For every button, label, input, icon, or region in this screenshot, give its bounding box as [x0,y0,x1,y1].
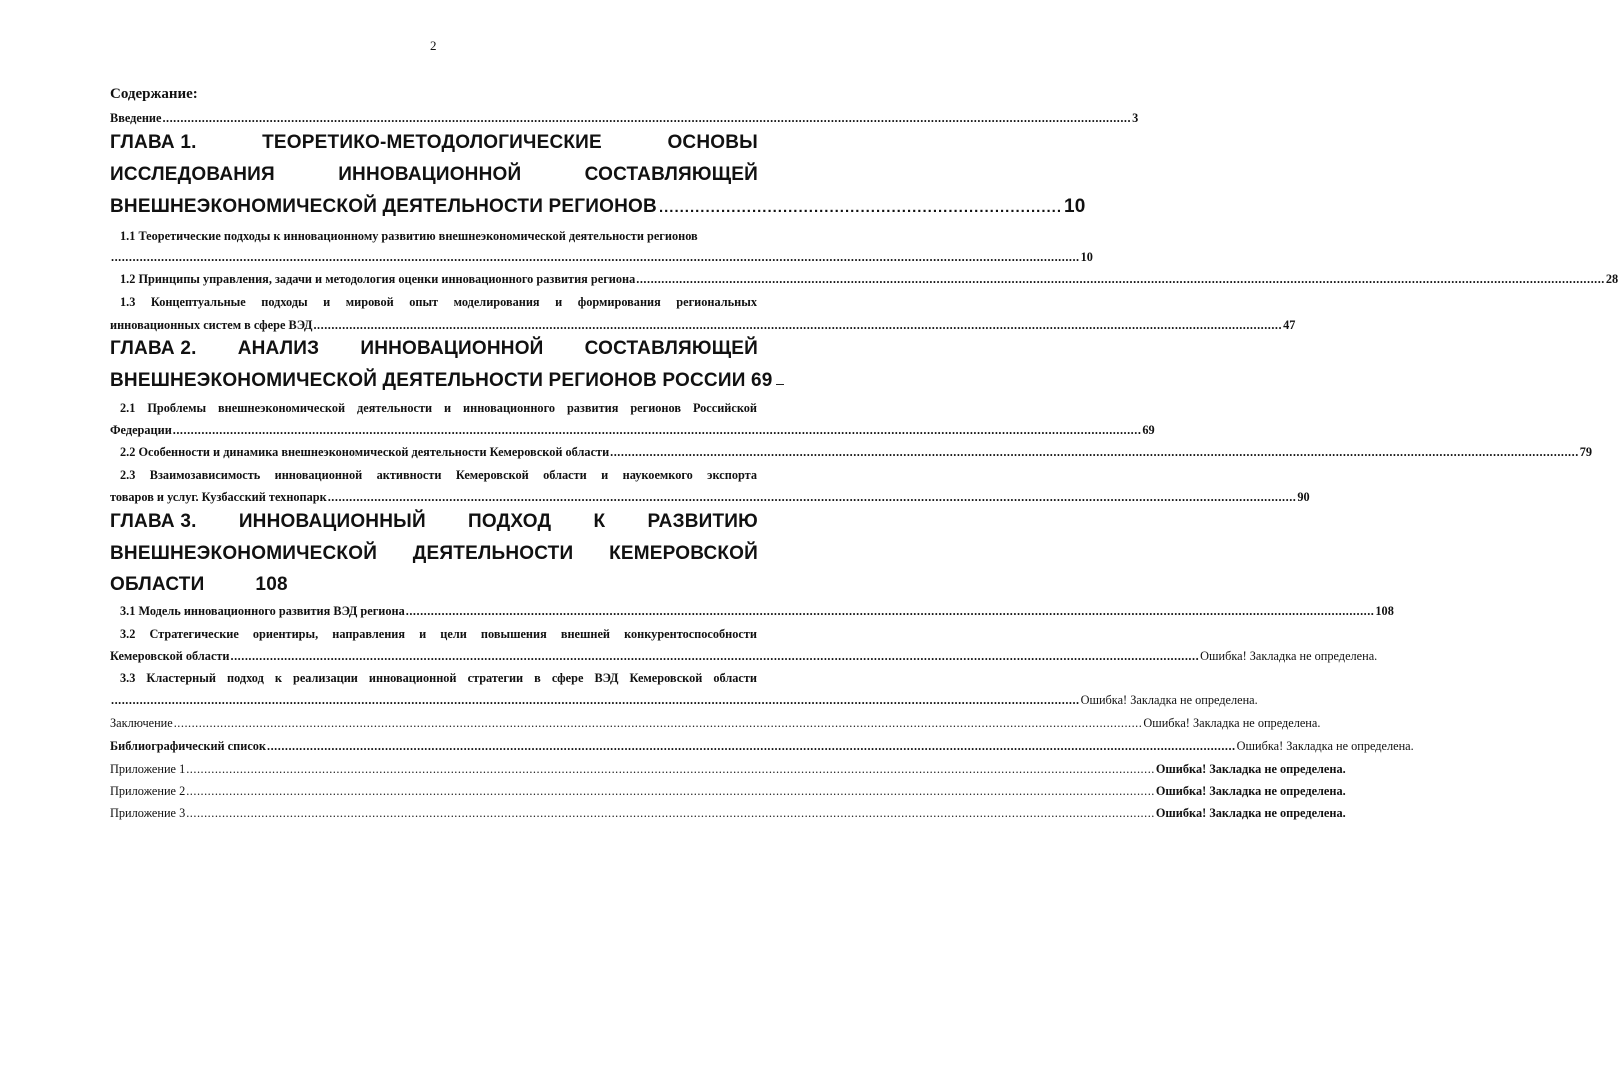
toc-entry-page: 79 [1579,445,1593,459]
dot-leader [636,272,1605,287]
toc-entry-label: Приложение 3 [110,806,186,820]
dot-leader [610,445,1579,460]
toc-entry-label: товаров и услуг. Кузбасский технопарк [110,490,327,504]
chapter2-heading-line1[interactable] [110,338,758,360]
chapter1-title-word: СОСТАВЛЯЮЩЕЙ [584,164,758,185]
toc-entry-page: 108 [1375,604,1394,618]
chapter3-title-word: КЕМЕРОВСКОЙ [609,543,758,564]
toc-entry-3-2[interactable] [110,649,1378,664]
chapter1-label: ГЛАВА 1. [110,132,197,153]
chapter3-title-word: ПОДХОД [468,511,552,532]
margin-mark [776,384,784,385]
toc-entry-label: Введение [110,111,162,125]
chapter1-title-word: ИССЛЕДОВАНИЯ [110,164,275,185]
toc-entry-3-1[interactable] [110,604,1394,619]
toc-entry-error: Ошибка! Закладка не определена. [1236,739,1414,753]
dot-leader [173,423,1142,438]
toc-entry-1-2[interactable] [110,272,1618,287]
toc-entry-error: Ошибка! Закладка не определена. [1080,693,1258,707]
chapter2-title-word: ИННОВАЦИОННОЙ [360,338,544,359]
toc-entry-error: Ошибка! Закладка не определена. [1155,784,1346,798]
dot-leader [174,716,1143,731]
toc-entry-1-1[interactable] [110,250,1093,265]
toc-entry-label: Заключение [110,716,173,730]
toc-entry-label: Приложение 2 [110,784,186,798]
chapter3-title-word: ИННОВАЦИОННЫЙ [238,511,426,532]
toc-entry-appendix-2[interactable] [110,784,1346,799]
dot-leader [111,250,1080,265]
toc-entry-label: Федерации [110,423,172,437]
toc-entry-1-1-text[interactable]: 1.1 Теоретические подходы к инновационному развитию внешнеэкономической деятельности регионов [120,229,698,243]
dot-leader [111,693,1080,708]
toc-entry-1-3[interactable] [110,318,1296,333]
chapter1-heading-line2[interactable] [110,164,758,186]
toc-entry-label: 2.2 Особенности и динамика внешнеэкономической деятельности Кемеровской области [120,445,610,459]
toc-entry-page: 90 [1297,490,1310,504]
toc-entry-error: Ошибка! Закладка не определена. [1200,649,1378,663]
toc-entry-error: Ошибка! Закладка не определена. [1155,806,1346,820]
chapter2-label: ГЛАВА 2. [110,338,197,359]
toc-entry-bibliography[interactable] [110,739,1414,754]
chapter3-title-word: РАЗВИТИЮ [647,511,758,532]
chapter1-title-word: ИННОВАЦИОННОЙ [338,164,522,185]
chapter3-title-word: ОБЛАСТИ [110,574,205,595]
toc-entry-2-1-text[interactable]: 2.1 Проблемы внешнеэкономической деятельности и инновационного развития регионов Российской [120,401,757,415]
toc-entry-error: Ошибка! Закладка не определена. [1155,762,1346,776]
toc-entry-page: 69 [1142,423,1155,437]
page-number: 2 [430,38,437,53]
chapter3-title-word: ВНЕШНЕЭКОНОМИЧЕСКОЙ [110,543,378,564]
toc-entry-label: Библиографический список [110,739,267,753]
toc-entry-conclusion[interactable] [110,716,1321,731]
contents-title: Содержание: [110,86,198,102]
chapter3-heading-line1[interactable] [110,511,758,533]
dot-leader: .............................................................................. [658,199,1063,216]
chapter1-page: 10 [1064,196,1086,217]
toc-entry-page: 47 [1283,318,1296,332]
dot-leader [231,649,1200,664]
toc-entry-2-2[interactable] [110,445,1593,460]
toc-entry-page: 10 [1080,250,1093,264]
dot-leader [162,111,1131,126]
toc-entry-appendix-3[interactable] [110,806,1346,821]
toc-entry-label: Приложение 1 [110,762,186,776]
toc-entry-2-3-text[interactable]: 2.3 Взаимозависимость инновационной активности Кемеровской области и наукоемкого экспорта [120,468,757,482]
toc-entry-label: инновационных систем в сфере ВЭД [110,318,313,332]
toc-entry-intro[interactable] [110,111,1139,126]
chapter3-heading-line3[interactable] [110,574,758,596]
toc-entry-1-3-text[interactable]: 1.3 Концептуальные подходы и мировой опыт моделирования и формирования региональных [120,295,757,309]
toc-entry-3-2-text[interactable]: 3.2 Стратегические ориентиры, направления и цели повышения внешней конкурентоспособности [120,627,757,641]
chapter1-title-word: ВНЕШНЕЭКОНОМИЧЕСКОЙ ДЕЯТЕЛЬНОСТИ РЕГИОНОВ [110,196,657,217]
toc-entry-3-3[interactable] [110,693,1258,708]
toc-entry-label: 1.2 Принципы управления, задачи и методология оценки инновационного развития региона [120,272,636,286]
chapter1-title-word: ТЕОРЕТИКО-МЕТОДОЛОГИЧЕСКИЕ [262,132,602,153]
chapter2-heading-line2[interactable]: ВНЕШНЕЭКОНОМИЧЕСКОЙ ДЕЯТЕЛЬНОСТИ РЕГИОНОВ РОССИИ 69 [110,370,773,391]
dot-leader [267,739,1236,754]
dot-leader [406,604,1375,619]
toc-entry-page: 3 [1132,111,1139,125]
toc-entry-label: Кемеровской области [110,649,230,663]
toc-entry-2-3[interactable] [110,490,1310,505]
chapter3-title-word: К [593,511,606,532]
dot-leader [186,784,1155,799]
toc-entry-appendix-1[interactable] [110,762,1346,777]
toc-entry-2-1[interactable] [110,423,1155,438]
chapter3-page: 108 [255,574,288,595]
chapter2-title-word: СОСТАВЛЯЮЩЕЙ [584,338,758,359]
dot-leader [328,490,1297,505]
chapter3-title-word: ДЕЯТЕЛЬНОСТИ [412,543,574,564]
chapter3-heading-line2[interactable] [110,543,758,565]
toc-entry-3-3-text[interactable]: 3.3 Кластерный подход к реализации инновационной стратегии в сфере ВЭД Кемеровской области [120,671,757,685]
chapter2-title-word: АНАЛИЗ [237,338,320,359]
dot-leader [186,806,1155,821]
toc-entry-label: 3.1 Модель инновационного развития ВЭД региона [120,604,405,618]
chapter1-heading-line1[interactable] [110,132,758,154]
chapter1-heading-line3[interactable] [110,196,1086,218]
toc-entry-error: Ошибка! Закладка не определена. [1143,716,1321,730]
toc-entry-page: 28 [1605,272,1618,286]
chapter3-label: ГЛАВА 3. [110,511,197,532]
chapter1-title-word: ОСНОВЫ [667,132,758,153]
dot-leader [313,318,1282,333]
dot-leader [186,762,1155,777]
